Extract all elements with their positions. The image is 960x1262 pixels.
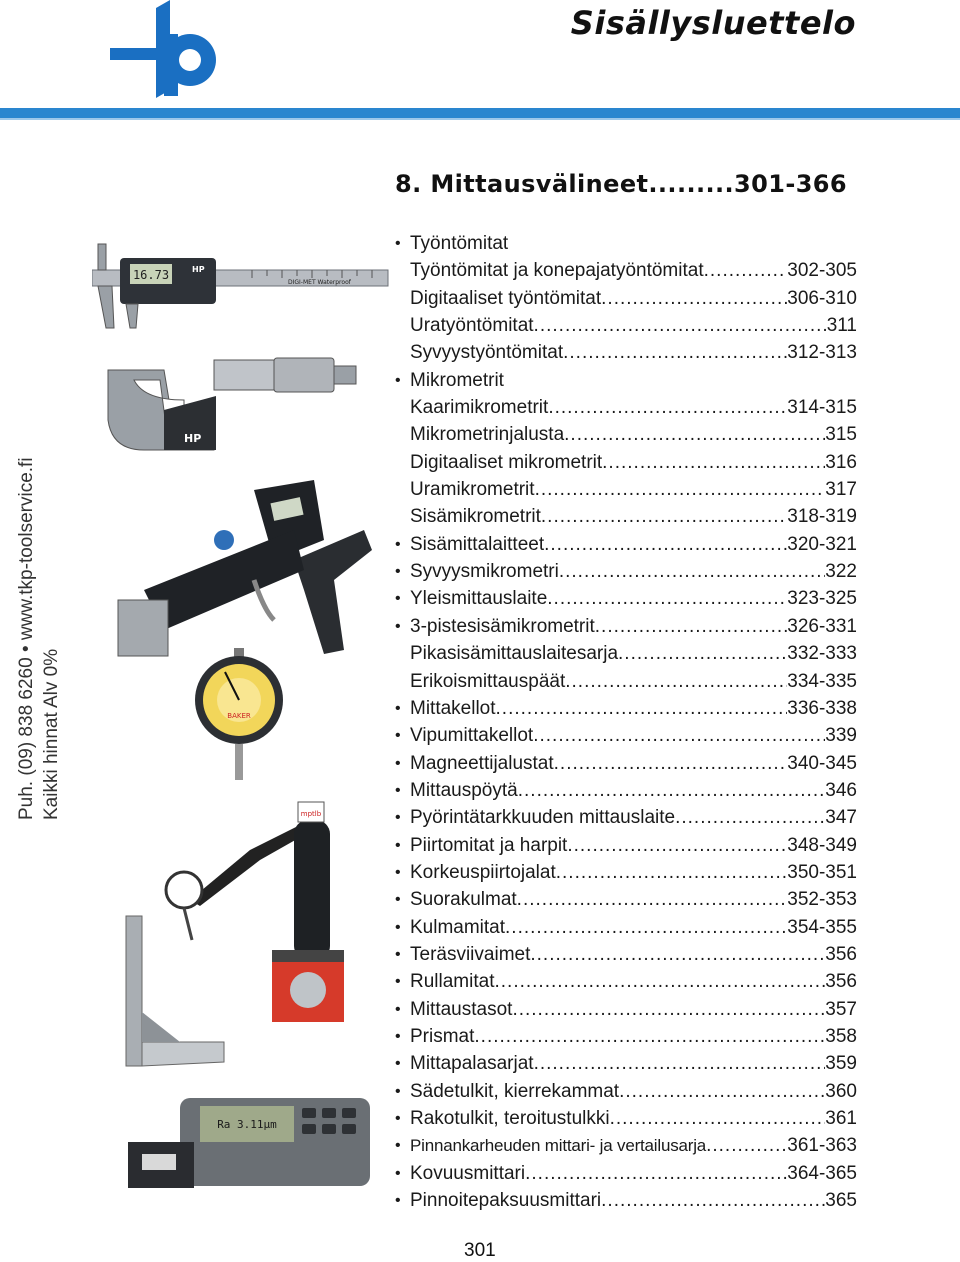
toc-page-range: 350-351 [787, 861, 857, 883]
toc-page-range: 358 [825, 1025, 857, 1047]
toc-entry [395, 312, 857, 339]
toc-leader-dots [548, 394, 787, 421]
toc-leader-dots [496, 695, 788, 722]
dial-indicator-illustration [190, 648, 290, 788]
toc-leader-dots [602, 449, 825, 476]
toc-leader-dots [541, 503, 787, 530]
toc-bullet: • [395, 1164, 401, 1182]
toc-label: Magneettijalustat [410, 752, 554, 774]
toc-entry [395, 886, 857, 913]
toc-label: Yleismittauslaite [410, 588, 548, 610]
toc-page-range: 354-355 [787, 916, 857, 938]
toc-bullet: • [395, 891, 401, 909]
toc-label: Kulmamitat [410, 916, 506, 938]
toc-label: Korkeuspiirtojalat [410, 861, 556, 883]
caliper-brand: HP [192, 265, 205, 274]
toc-bullet: • [395, 918, 401, 936]
toc-entry [395, 1187, 857, 1214]
toc-label: Pyörintätarkkuuden mittauslaite [410, 807, 676, 829]
toc-entry [395, 503, 857, 530]
toc-entry [395, 640, 857, 667]
toc-page-range: 318-319 [787, 506, 857, 528]
toc-label: Digitaaliset mikrometrit [410, 451, 603, 473]
toc-entry [395, 668, 857, 695]
toc-page-range: 361-363 [787, 1135, 857, 1157]
toc-label: Mittakellot [410, 697, 496, 719]
toc-label: 3-pistesisämikrometrit [410, 615, 595, 637]
toc-page-range: 340-345 [787, 752, 857, 774]
toc-bullet [395, 476, 410, 503]
side-contact-line: Puh. (09) 838 6260 • www.tkp-toolservice.fi [16, 457, 37, 820]
toc-label: Sädetulkit, kierrekammat [410, 1080, 620, 1102]
header-divider [0, 108, 960, 118]
toc-bullet [395, 449, 410, 476]
toc-label: Rullamitat [410, 971, 495, 993]
toc-entry [395, 613, 857, 640]
toc-label: Prismat [410, 1025, 475, 1047]
toc-label: Erikoismittauspäät [410, 670, 566, 692]
toc-entry [395, 1050, 857, 1077]
toc-page-range: 356 [825, 971, 857, 993]
toc-page-range: 356 [825, 943, 857, 965]
side-contact-text [14, 457, 62, 820]
toc-bullet: • [395, 1027, 401, 1045]
toc-page-range: 320-321 [787, 533, 857, 555]
toc-entry [395, 777, 857, 804]
toc-label: Kovuusmittari [410, 1162, 526, 1184]
toc-page-range: 346 [825, 779, 857, 801]
toc-leader-dots [547, 585, 787, 612]
header-divider-accent [0, 118, 960, 120]
toc-entry [395, 585, 857, 612]
toc-label: Uramikrometrit [410, 479, 535, 501]
toc-entry [395, 996, 857, 1023]
toc-leader-dots [601, 285, 787, 312]
magnet-brand: mptlb [300, 810, 322, 818]
toc-entry [395, 558, 857, 585]
toc-entry [395, 722, 857, 749]
toc-leader-dots [565, 668, 787, 695]
company-logo [108, 0, 218, 98]
toc-bullet [395, 503, 410, 530]
toc-bullet: • [395, 836, 401, 854]
toc-bullet: • [395, 235, 401, 252]
toc-entry [395, 531, 857, 558]
toc-entry [395, 1078, 857, 1105]
toc-bullet: • [395, 781, 401, 799]
toc-bullet [395, 640, 410, 667]
toc-bullet: • [395, 1110, 401, 1127]
toc-label: Piirtomitat ja harpit [410, 834, 568, 856]
toc-label: Kaarimikrometrit [410, 397, 549, 419]
toc-page-range: 323-325 [787, 588, 857, 610]
toc-label: Vipumittakellot [410, 725, 534, 747]
toc-leader-dots [525, 1160, 787, 1187]
toc-leader-dots [533, 722, 825, 749]
toc-bullet: • [395, 754, 401, 772]
micrometer-illustration [104, 340, 364, 458]
toc-label: Sisämittalaitteet [410, 533, 545, 555]
toc-bullet: • [395, 590, 401, 608]
toc-leader-dots [618, 640, 787, 667]
toc-leader-dots [601, 1187, 825, 1214]
toc-bullet: • [395, 371, 401, 389]
toc-leader-dots [554, 750, 788, 777]
toc-label: Mittauspöytä [410, 779, 518, 801]
dial-brand: BAKER [227, 712, 251, 720]
toc-leader-dots [556, 859, 788, 886]
toc-bullet: • [395, 809, 401, 827]
toc-label: Pinnoitepaksuusmittari [410, 1190, 602, 1212]
toc-leader-dots [534, 312, 827, 339]
toc-entry [395, 859, 857, 886]
toc-page-range: 306-310 [787, 287, 857, 309]
toc-bullet [395, 668, 410, 695]
toc-bullet: • [395, 945, 401, 963]
toc-page-range: 365 [825, 1190, 857, 1212]
toc-page-range: 357 [825, 998, 857, 1020]
toc-label: Mittapalasarjat [410, 1053, 534, 1075]
toc-page-range: 360 [825, 1080, 857, 1102]
toc-page-range: 352-353 [787, 889, 857, 911]
roughness-tester-illustration [128, 1096, 376, 1190]
toc-leader-dots [610, 1105, 826, 1132]
toc-page-range: 347 [825, 807, 857, 829]
toc-bullet: • [395, 617, 401, 635]
toc-entry [395, 421, 857, 448]
micrometer-brand: HP [184, 432, 202, 445]
toc-entry [395, 832, 857, 859]
toc-bullet: • [395, 535, 401, 553]
toc-leader-dots [494, 968, 825, 995]
toc-leader-dots [535, 476, 826, 503]
toc-page-range: 361 [825, 1108, 857, 1129]
toc-label: Mikrometrinjalusta [410, 424, 565, 446]
toc-bullet: • [395, 1000, 401, 1018]
toc-page-range: 326-331 [787, 615, 857, 637]
toc-entry [395, 1132, 857, 1159]
toc-page-range: 316 [825, 451, 857, 473]
toc-leader-dots [706, 1132, 787, 1159]
toc-page-range: 322 [825, 561, 857, 583]
roughness-display: Ra 3.11µm [217, 1118, 277, 1131]
toc-leader-dots [512, 996, 825, 1023]
toc-leader-dots [595, 613, 788, 640]
toc-entry [395, 941, 857, 968]
toc-page-range: 314-315 [787, 397, 857, 419]
toc-bullet [395, 394, 410, 421]
toc-entry [395, 695, 857, 722]
toc-label: Teräsviivaimet [410, 943, 531, 965]
toc-entry [395, 339, 857, 366]
bore-gauge-illustration [104, 470, 384, 670]
toc-bullet: • [395, 1055, 401, 1073]
toc-entry [395, 1023, 857, 1050]
toc-entry [395, 285, 857, 312]
toc-page-range: 339 [825, 725, 857, 747]
caliper-display: 16.73 [132, 268, 170, 282]
toc-page-range: 311 [826, 315, 857, 337]
toc-leader-dots [567, 832, 787, 859]
digital-caliper-illustration [92, 240, 392, 330]
toc-entry [395, 230, 857, 257]
toc-entry [395, 914, 857, 941]
toc-page-range: 348-349 [787, 834, 857, 856]
toc-entry [395, 394, 857, 421]
toc-page-range: 315 [825, 424, 857, 446]
toc-label: Pikasisämittauslaitesarja [410, 643, 619, 665]
toc-label: Digitaaliset työntömitat [410, 287, 602, 309]
toc-leader-dots [474, 1023, 825, 1050]
toc-label: Uratyöntömitat [410, 315, 534, 337]
toc-leader-dots [675, 804, 825, 831]
toc-leader-dots [530, 941, 825, 968]
toc-label: Työntömitat [410, 233, 509, 254]
toc-entry [395, 804, 857, 831]
toc-entry [395, 750, 857, 777]
toc-leader-dots [559, 558, 825, 585]
toc-label: Työntömitat ja konepajatyöntömitat [410, 260, 704, 282]
toc-label: Sisämikrometrit [410, 506, 541, 528]
toc-entry [395, 257, 857, 284]
toc-page-range: 317 [825, 479, 857, 501]
toc-leader-dots [544, 531, 787, 558]
toc-bullet: • [395, 863, 401, 881]
side-vat-line: Kaikki hinnat Alv 0% [41, 648, 62, 820]
toc-bullet [395, 421, 410, 448]
section-heading: 8. Mittausvälineet.........301-366 [395, 170, 848, 198]
toc-bullet: • [395, 1192, 401, 1210]
toc-page-range: 302-305 [787, 260, 857, 282]
toc-page-range: 332-333 [787, 643, 857, 665]
toc-leader-dots [619, 1078, 825, 1105]
toc-leader-dots [534, 1050, 826, 1077]
table-of-contents [395, 230, 857, 1214]
page-number: 301 [464, 1240, 496, 1261]
toc-label: Rakotulkit, teroitustulkki [410, 1108, 610, 1129]
toc-bullet: • [395, 727, 401, 745]
toc-bullet: • [395, 563, 401, 581]
toc-entry [395, 449, 857, 476]
square-illustration [120, 912, 230, 1072]
toc-leader-dots [564, 421, 825, 448]
toc-bullet [395, 339, 410, 366]
toc-entry [395, 1160, 857, 1187]
toc-page-range: 364-365 [787, 1162, 857, 1184]
toc-entry [395, 1105, 857, 1132]
toc-bullet: • [395, 1082, 401, 1100]
toc-bullet [395, 257, 410, 284]
toc-bullet: • [395, 699, 401, 717]
toc-label: Mittaustasot [410, 998, 513, 1020]
toc-bullet [395, 285, 410, 312]
toc-leader-dots [563, 339, 787, 366]
toc-leader-dots [518, 777, 826, 804]
toc-entry [395, 968, 857, 995]
toc-bullet [395, 312, 410, 339]
toc-page-range: 359 [825, 1053, 857, 1075]
toc-page-range: 312-313 [787, 342, 857, 364]
toc-leader-dots [704, 257, 788, 284]
page-title: Sisällysluettelo [570, 4, 856, 42]
toc-entry [395, 476, 857, 503]
toc-label: Mikrometrit [410, 369, 504, 391]
toc-leader-dots [505, 914, 787, 941]
toc-label: Syvyystyöntömitat [410, 342, 564, 364]
toc-entry [395, 367, 857, 394]
toc-leader-dots [517, 886, 788, 913]
toc-label: Suorakulmat [410, 889, 517, 911]
toc-page-range: 336-338 [787, 697, 857, 719]
toc-label: Pinnankarheuden mittari- ja vertailusarja [410, 1136, 707, 1156]
toc-page-range: 334-335 [787, 670, 857, 692]
toc-bullet: • [395, 1137, 401, 1155]
toc-bullet: • [395, 973, 401, 991]
toc-label: Syvyysmikrometri [410, 561, 559, 583]
caliper-model: DIGI-MET Waterproof [288, 279, 351, 286]
